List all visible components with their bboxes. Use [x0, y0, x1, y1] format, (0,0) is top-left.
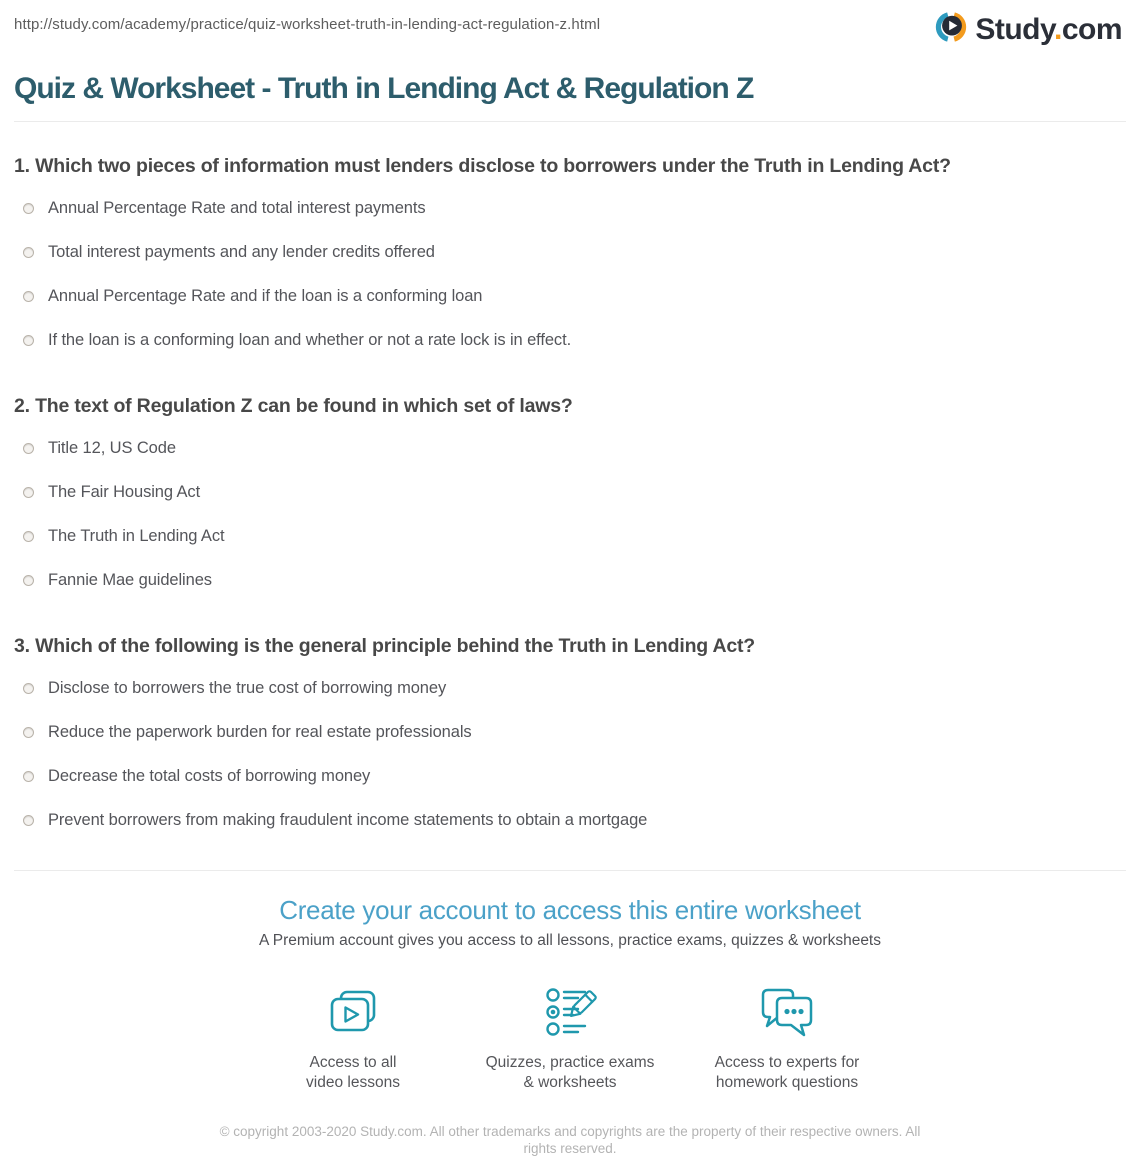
- question-2-heading: 2. The text of Regulation Z can be found in which set of laws?: [14, 395, 573, 417]
- video-lessons-icon: [245, 985, 462, 1045]
- study-logo-text: Study.com: [975, 12, 1122, 46]
- radio-button[interactable]: [23, 531, 34, 542]
- radio-button[interactable]: [23, 771, 34, 782]
- quiz-questions: [0, 154, 1140, 842]
- feature-caption: Access to all video lessons: [306, 1054, 400, 1091]
- cta-heading[interactable]: Create your account to access this entire worksheet: [279, 895, 861, 925]
- feature-row: [0, 985, 1140, 1093]
- radio-button[interactable]: [23, 683, 34, 694]
- question-2-options: [14, 426, 1126, 602]
- radio-button[interactable]: [23, 575, 34, 586]
- answer-option[interactable]: [14, 230, 1126, 274]
- radio-button[interactable]: [23, 247, 34, 258]
- page-title: Quiz & Worksheet - Truth in Lending Act & Regulation Z: [14, 72, 754, 105]
- answer-option-label[interactable]: If the loan is a conforming loan and whether or not a rate lock is in effect.: [48, 330, 572, 349]
- feature-video-lessons: [245, 985, 462, 1093]
- radio-button[interactable]: [23, 727, 34, 738]
- cta-divider: [14, 870, 1126, 871]
- answer-option-label[interactable]: Reduce the paperwork burden for real estate professionals: [48, 722, 472, 741]
- answer-option[interactable]: [14, 558, 1126, 602]
- question-3: [14, 634, 1126, 842]
- cta-section: [0, 895, 1140, 1093]
- answer-option[interactable]: [14, 754, 1126, 798]
- feature-quizzes-worksheets: [462, 985, 679, 1093]
- answer-option-label[interactable]: Total interest payments and any lender credits offered: [48, 242, 435, 261]
- cta-subheading: A Premium account gives you access to all lessons, practice exams, quizzes & worksheets: [259, 932, 881, 949]
- answer-option[interactable]: [14, 186, 1126, 230]
- page-footer: [215, 1123, 925, 1157]
- quizzes-worksheets-icon: [462, 985, 679, 1045]
- copyright-text: © copyright 2003-2020 Study.com. All other trademarks and copyrights are the property of their respective owners. All rights reserved.: [219, 1124, 921, 1156]
- answer-option[interactable]: [14, 274, 1126, 318]
- answer-option[interactable]: [14, 318, 1126, 362]
- title-divider: [14, 121, 1126, 122]
- answer-option-label[interactable]: Fannie Mae guidelines: [48, 570, 212, 589]
- radio-button[interactable]: [23, 487, 34, 498]
- radio-button[interactable]: [23, 203, 34, 214]
- answer-option-label[interactable]: The Truth in Lending Act: [48, 526, 225, 545]
- question-3-options: [14, 666, 1126, 842]
- radio-button[interactable]: [23, 291, 34, 302]
- feature-caption: Access to experts for homework questions: [714, 1054, 860, 1091]
- answer-option[interactable]: [14, 426, 1126, 470]
- question-1-heading: 1. Which two pieces of information must lenders disclose to borrowers under the Truth in Lending Act?: [14, 155, 951, 177]
- radio-button[interactable]: [23, 335, 34, 346]
- question-2: [14, 394, 1126, 602]
- answer-option-label[interactable]: Annual Percentage Rate and if the loan is a conforming loan: [48, 286, 483, 305]
- answer-option[interactable]: [14, 514, 1126, 558]
- answer-option-label[interactable]: Prevent borrowers from making fraudulent income statements to obtain a mortgage: [48, 810, 648, 829]
- answer-option-label[interactable]: Annual Percentage Rate and total interest payments: [48, 198, 426, 217]
- answer-option[interactable]: [14, 666, 1126, 710]
- question-1: [14, 154, 1126, 362]
- answer-option-label[interactable]: Decrease the total costs of borrowing money: [48, 766, 371, 785]
- page-header: [0, 0, 1140, 49]
- answer-option[interactable]: [14, 470, 1126, 514]
- study-logo[interactable]: [934, 10, 1122, 49]
- answer-option-label[interactable]: Title 12, US Code: [48, 438, 176, 457]
- question-1-options: [14, 186, 1126, 362]
- answer-option[interactable]: [14, 798, 1126, 842]
- page-url: http://study.com/academy/practice/quiz-worksheet-truth-in-lending-act-regulation-z.html: [14, 16, 601, 33]
- answer-option-label[interactable]: Disclose to borrowers the true cost of borrowing money: [48, 678, 447, 697]
- radio-button[interactable]: [23, 815, 34, 826]
- answer-option[interactable]: [14, 710, 1126, 754]
- radio-button[interactable]: [23, 443, 34, 454]
- experts-chat-icon: [679, 985, 896, 1045]
- study-logo-icon: [934, 10, 968, 49]
- feature-experts-chat: [679, 985, 896, 1093]
- answer-option-label[interactable]: The Fair Housing Act: [48, 482, 201, 501]
- question-3-heading: 3. Which of the following is the general principle behind the Truth in Lending Act?: [14, 635, 756, 657]
- feature-caption: Quizzes, practice exams & worksheets: [485, 1054, 655, 1091]
